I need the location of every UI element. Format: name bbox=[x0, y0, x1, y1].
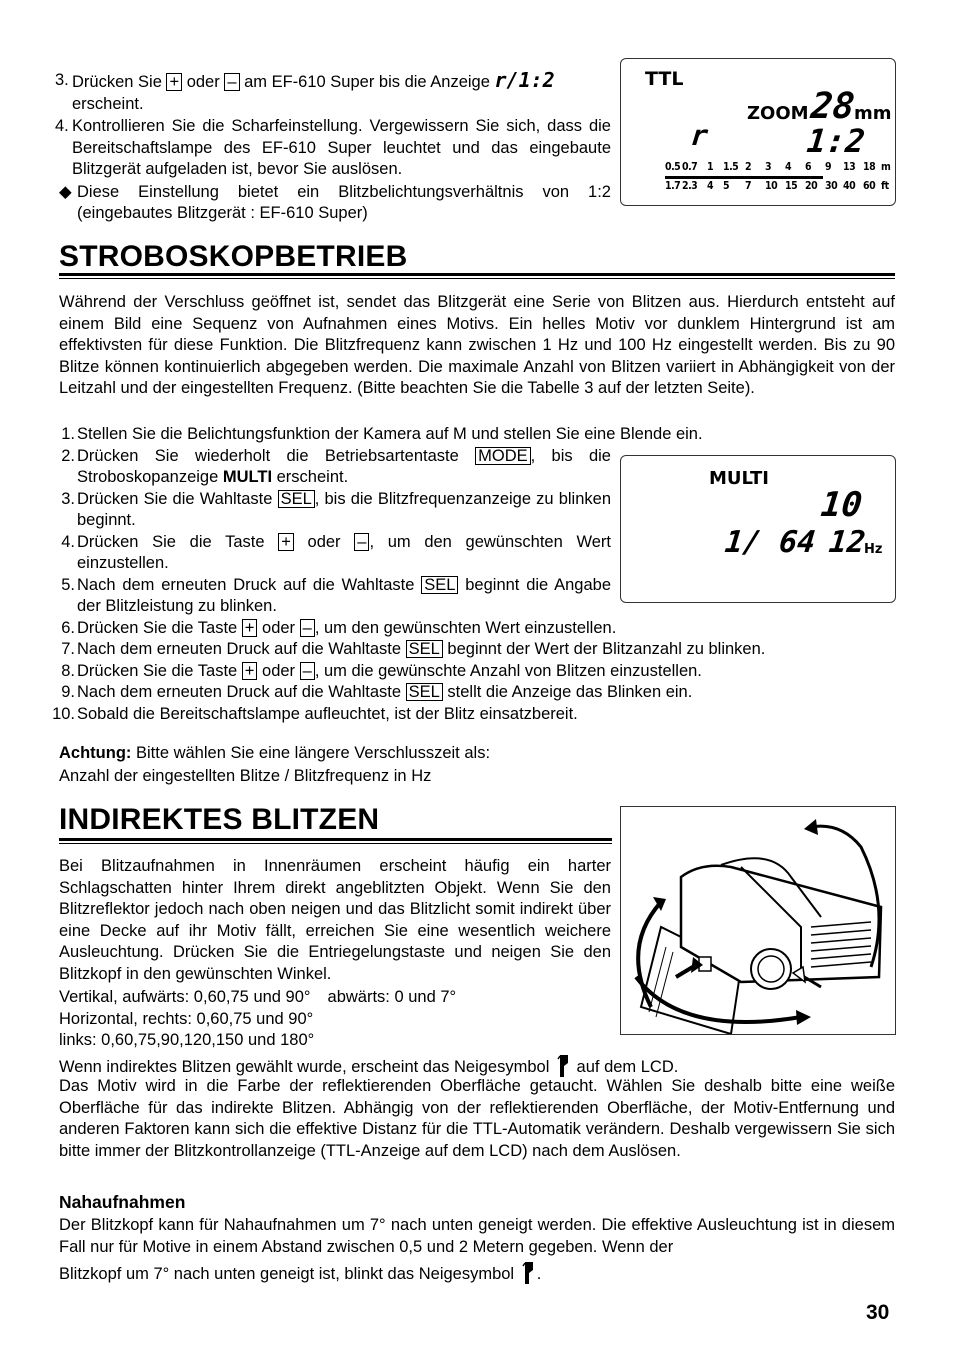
indirekt-para1: Bei Blitzaufnahmen in Innenräumen erscheint häufig ein harter Schlagschatten hinter Ihrem direkt angeblitzten Objekt. Wenn Sie den Blitzreflektor jedoch nach oben neigen und das Blitzlicht somit indirekt über eine Decke auf ihr Motiv fällt, erreichen Sie eine wesentlich weichere Ausleuchtung. Drücken Sie die Entriegelungstaste und neigen Sie den Blitzkopf in den gewünschten Winkel. bbox=[59, 857, 611, 983]
flash-count: 10 bbox=[818, 485, 865, 525]
sel-key: SEL bbox=[421, 576, 458, 594]
achtung-note: Achtung: Bitte wählen Sie eine längere Verschlusszeit als: Anzahl der eingestellten Blitze / Blitzfrequenz in Hz bbox=[59, 744, 491, 785]
angle-list: Vertikal, aufwärts: 0,60,75 und 90° abwärts: 0 und 7° Horizontal, rechts: 0,60,75 und 90° links: 0,60,75,90,120,150 und 180° bbox=[59, 988, 457, 1049]
plus-key: + bbox=[166, 73, 182, 91]
minus-key: – bbox=[300, 619, 315, 637]
scale-tick-label: 2 bbox=[745, 161, 752, 173]
minus-key: – bbox=[354, 533, 369, 551]
scale-tick-label: m bbox=[881, 161, 891, 173]
ratio-value: 1:2 bbox=[805, 122, 867, 160]
top-step-3: 3. Drücken Sie + oder – am EF-610 Super bis die Anzeige r/1:2 erscheint. bbox=[59, 70, 611, 115]
indirekt-para2: Das Motiv wird in die Farbe der reflektierenden Oberfläche getaucht. Wählen Sie deshalb bitte eine weiße Oberfläche für das indirekte Blitzen. Abhängig von der reflektierenden Oberfläche, der Motiv-Entfernung und anderen Faktoren kann sich die effektive Distanz für die TTL-Automatik verändern. Deshalb vergewissern Sie sich bitte immer der Blitzkontrollanzeige (TTL-Anzeige auf dem LCD) nach dem Auslösen. bbox=[59, 1077, 895, 1160]
lcd-display-ttl bbox=[620, 58, 896, 206]
nah-text: Der Blitzkopf kann für Nahaufnahmen um 7° nach unten geneigt werden. Die effektive Ausleuchtung ist in diesem Fall nur für Motive in einem Abstand zwischen 0,5 und 2 Metern gegeben. Wenn der bbox=[59, 1216, 895, 1256]
scale-tick-label: 10 bbox=[765, 180, 778, 192]
lcd-display-multi bbox=[620, 455, 896, 603]
step-10: 10. Sobald die Bereitschaftslampe aufleuchtet, ist der Blitz einsatzbereit. bbox=[52, 704, 578, 723]
step-2: 2. Drücken Sie wiederholt die Betriebsartentaste MODE , bis die Stroboskopanzeige MULTI erscheint. bbox=[61, 446, 611, 486]
scale-tick-label: 2.3 bbox=[682, 180, 698, 192]
zoom-value: 28 bbox=[808, 86, 857, 127]
scale-tick-label: 18 bbox=[863, 161, 876, 173]
top-note: ◆ Diese Einstellung bietet ein Blitzbelichtungsverhältnis von 1:2 (eingebautes Blitzgerät : EF-610 Super) bbox=[59, 182, 611, 222]
minus-key: – bbox=[300, 662, 315, 680]
section-title-stroboskop: STROBOSKOPBETRIEB bbox=[59, 240, 408, 273]
plus-key: + bbox=[242, 662, 258, 680]
scale-tick-label: ft bbox=[881, 180, 889, 192]
nah-last-line: Blitzkopf um 7° nach unten geneigt ist, blinkt das Neigesymbol . bbox=[59, 1260, 895, 1286]
subheading-nahaufnahmen: Nahaufnahmen bbox=[59, 1192, 186, 1212]
scale-tick-label: 5 bbox=[723, 180, 730, 192]
step-number: 4. bbox=[55, 117, 69, 135]
scale-tick-label: 13 bbox=[843, 161, 856, 173]
tilt-symbol-line: Wenn indirektes Blitzen gewählt wurde, erscheint das Neigesymbol auf dem LCD. bbox=[59, 1053, 895, 1079]
minus-key: – bbox=[224, 73, 239, 91]
title-rule bbox=[59, 838, 612, 844]
scale-tick-label: 9 bbox=[825, 161, 832, 173]
step-3: 3. Drücken Sie die Wahltaste SEL , bis die Blitzfrequenzanzeige zu blinken beginnt. bbox=[61, 489, 611, 529]
step-5: 5. Nach dem erneuten Druck auf die Wahltaste SEL beginnt die Angabe der Blitzleistung zu blinken. bbox=[61, 575, 612, 615]
step-4: 4. Drücken Sie die Taste + oder – , um den gewünschten Wert einzustellen. bbox=[61, 532, 611, 572]
feet-scale bbox=[665, 180, 887, 194]
scale-tick-label: 1 bbox=[707, 161, 714, 173]
step-9: 9. Nach dem erneuten Druck auf die Wahltaste SEL stellt die Anzeige das Blinken ein. bbox=[61, 683, 693, 701]
ttl-label: TTL bbox=[645, 68, 684, 90]
scale-bar bbox=[665, 176, 823, 179]
scale-tick-label: 20 bbox=[805, 180, 818, 192]
hz-unit: Hz bbox=[864, 542, 883, 557]
scale-tick-label: 0.5 bbox=[665, 161, 681, 173]
top-steps bbox=[55, 68, 611, 225]
tilt-symbol-icon bbox=[519, 1260, 537, 1286]
step-number: 3. bbox=[55, 71, 69, 89]
scale-tick-label: 1.7 bbox=[665, 180, 681, 192]
section-title-indirekt: INDIREKTES BLITZEN bbox=[59, 803, 380, 836]
step-8: 8. Drücken Sie die Taste + oder – , um die gewünschte Anzahl von Blitzen einzustellen. bbox=[61, 661, 702, 680]
mode-key: MODE bbox=[475, 447, 531, 465]
step-7: 7. Nach dem erneuten Druck auf die Wahltaste SEL beginnt der Wert der Blitzanzahl zu blinken. bbox=[61, 640, 766, 658]
ratio-left: r bbox=[689, 119, 710, 152]
scale-tick-label: 30 bbox=[825, 180, 838, 192]
scale-tick-label: 7 bbox=[745, 180, 752, 192]
step-6: 6. Drücken Sie die Taste + oder – , um den gewünschten Wert einzustellen. bbox=[61, 618, 617, 637]
stroboskop-intro: Während der Verschluss geöffnet ist, sendet das Blitzgerät eine Serie von Blitzen aus. Hierdurch entsteht auf einem Bild eine Sequenz von Aufnahmen eines Motivs. Ein helles Motiv vor dunklem Hintergrund ist am effektivsten für diese Funktion. Die Blitzfrequenz kann zwischen 1 Hz und 100 Hz eingestellt werden. Bis zu 90 Blitze können kontinuierlich abgegeben werden. Die maximale Anzahl von Blitzen variiert in Abhängigkeit von der Leitzahl und der eingestellten Frequenz. (Bitte beachten Sie die Tabelle 3 auf der letzten Seite). bbox=[59, 293, 895, 397]
meter-scale bbox=[665, 161, 891, 175]
sel-key: SEL bbox=[278, 490, 315, 508]
flash-unit-drawing bbox=[621, 807, 895, 1034]
plus-key: + bbox=[278, 533, 294, 551]
zoom-unit: mm bbox=[854, 103, 892, 124]
scale-tick-label: 6 bbox=[805, 161, 812, 173]
scale-tick-label: 1.5 bbox=[723, 161, 739, 173]
scale-tick-label: 60 bbox=[863, 180, 876, 192]
scale-tick-label: 40 bbox=[843, 180, 856, 192]
diamond-bullet-icon: ◆ bbox=[59, 182, 72, 201]
step-continuation: erscheint. bbox=[72, 94, 144, 113]
plus-key: + bbox=[242, 619, 258, 637]
scale-tick-label: 4 bbox=[707, 180, 714, 192]
scale-tick-label: 4 bbox=[785, 161, 792, 173]
scale-tick-label: 15 bbox=[785, 180, 798, 192]
scale-tick-label: 0.7 bbox=[682, 161, 698, 173]
title-rule bbox=[59, 273, 895, 279]
sel-key: SEL bbox=[406, 683, 443, 701]
ratio-icon: r/1:2 bbox=[494, 68, 555, 92]
step-1: 1. Stellen Sie die Belichtungsfunktion der Kamera auf M und stellen Sie eine Blende ein. bbox=[61, 425, 703, 443]
flash-illustration bbox=[620, 806, 896, 1035]
top-step-4: 4. Kontrollieren Sie die Scharfeinstellung. Vergewissern Sie sich, dass die Bereitschaftslampe des EF-610 Super leuchtet und das eingebaute Blitzgerät aufgeladen ist, bevor Sie auslösen. bbox=[55, 117, 611, 178]
flash-frequency: 12 bbox=[827, 525, 868, 560]
scale-tick-label: 3 bbox=[765, 161, 772, 173]
page-number: 30 bbox=[866, 1301, 890, 1324]
zoom-label: ZOOM bbox=[747, 103, 809, 124]
flash-power: 1/ 64 bbox=[723, 525, 818, 560]
multi-label: MULTI bbox=[709, 468, 769, 489]
sel-key: SEL bbox=[406, 640, 443, 658]
